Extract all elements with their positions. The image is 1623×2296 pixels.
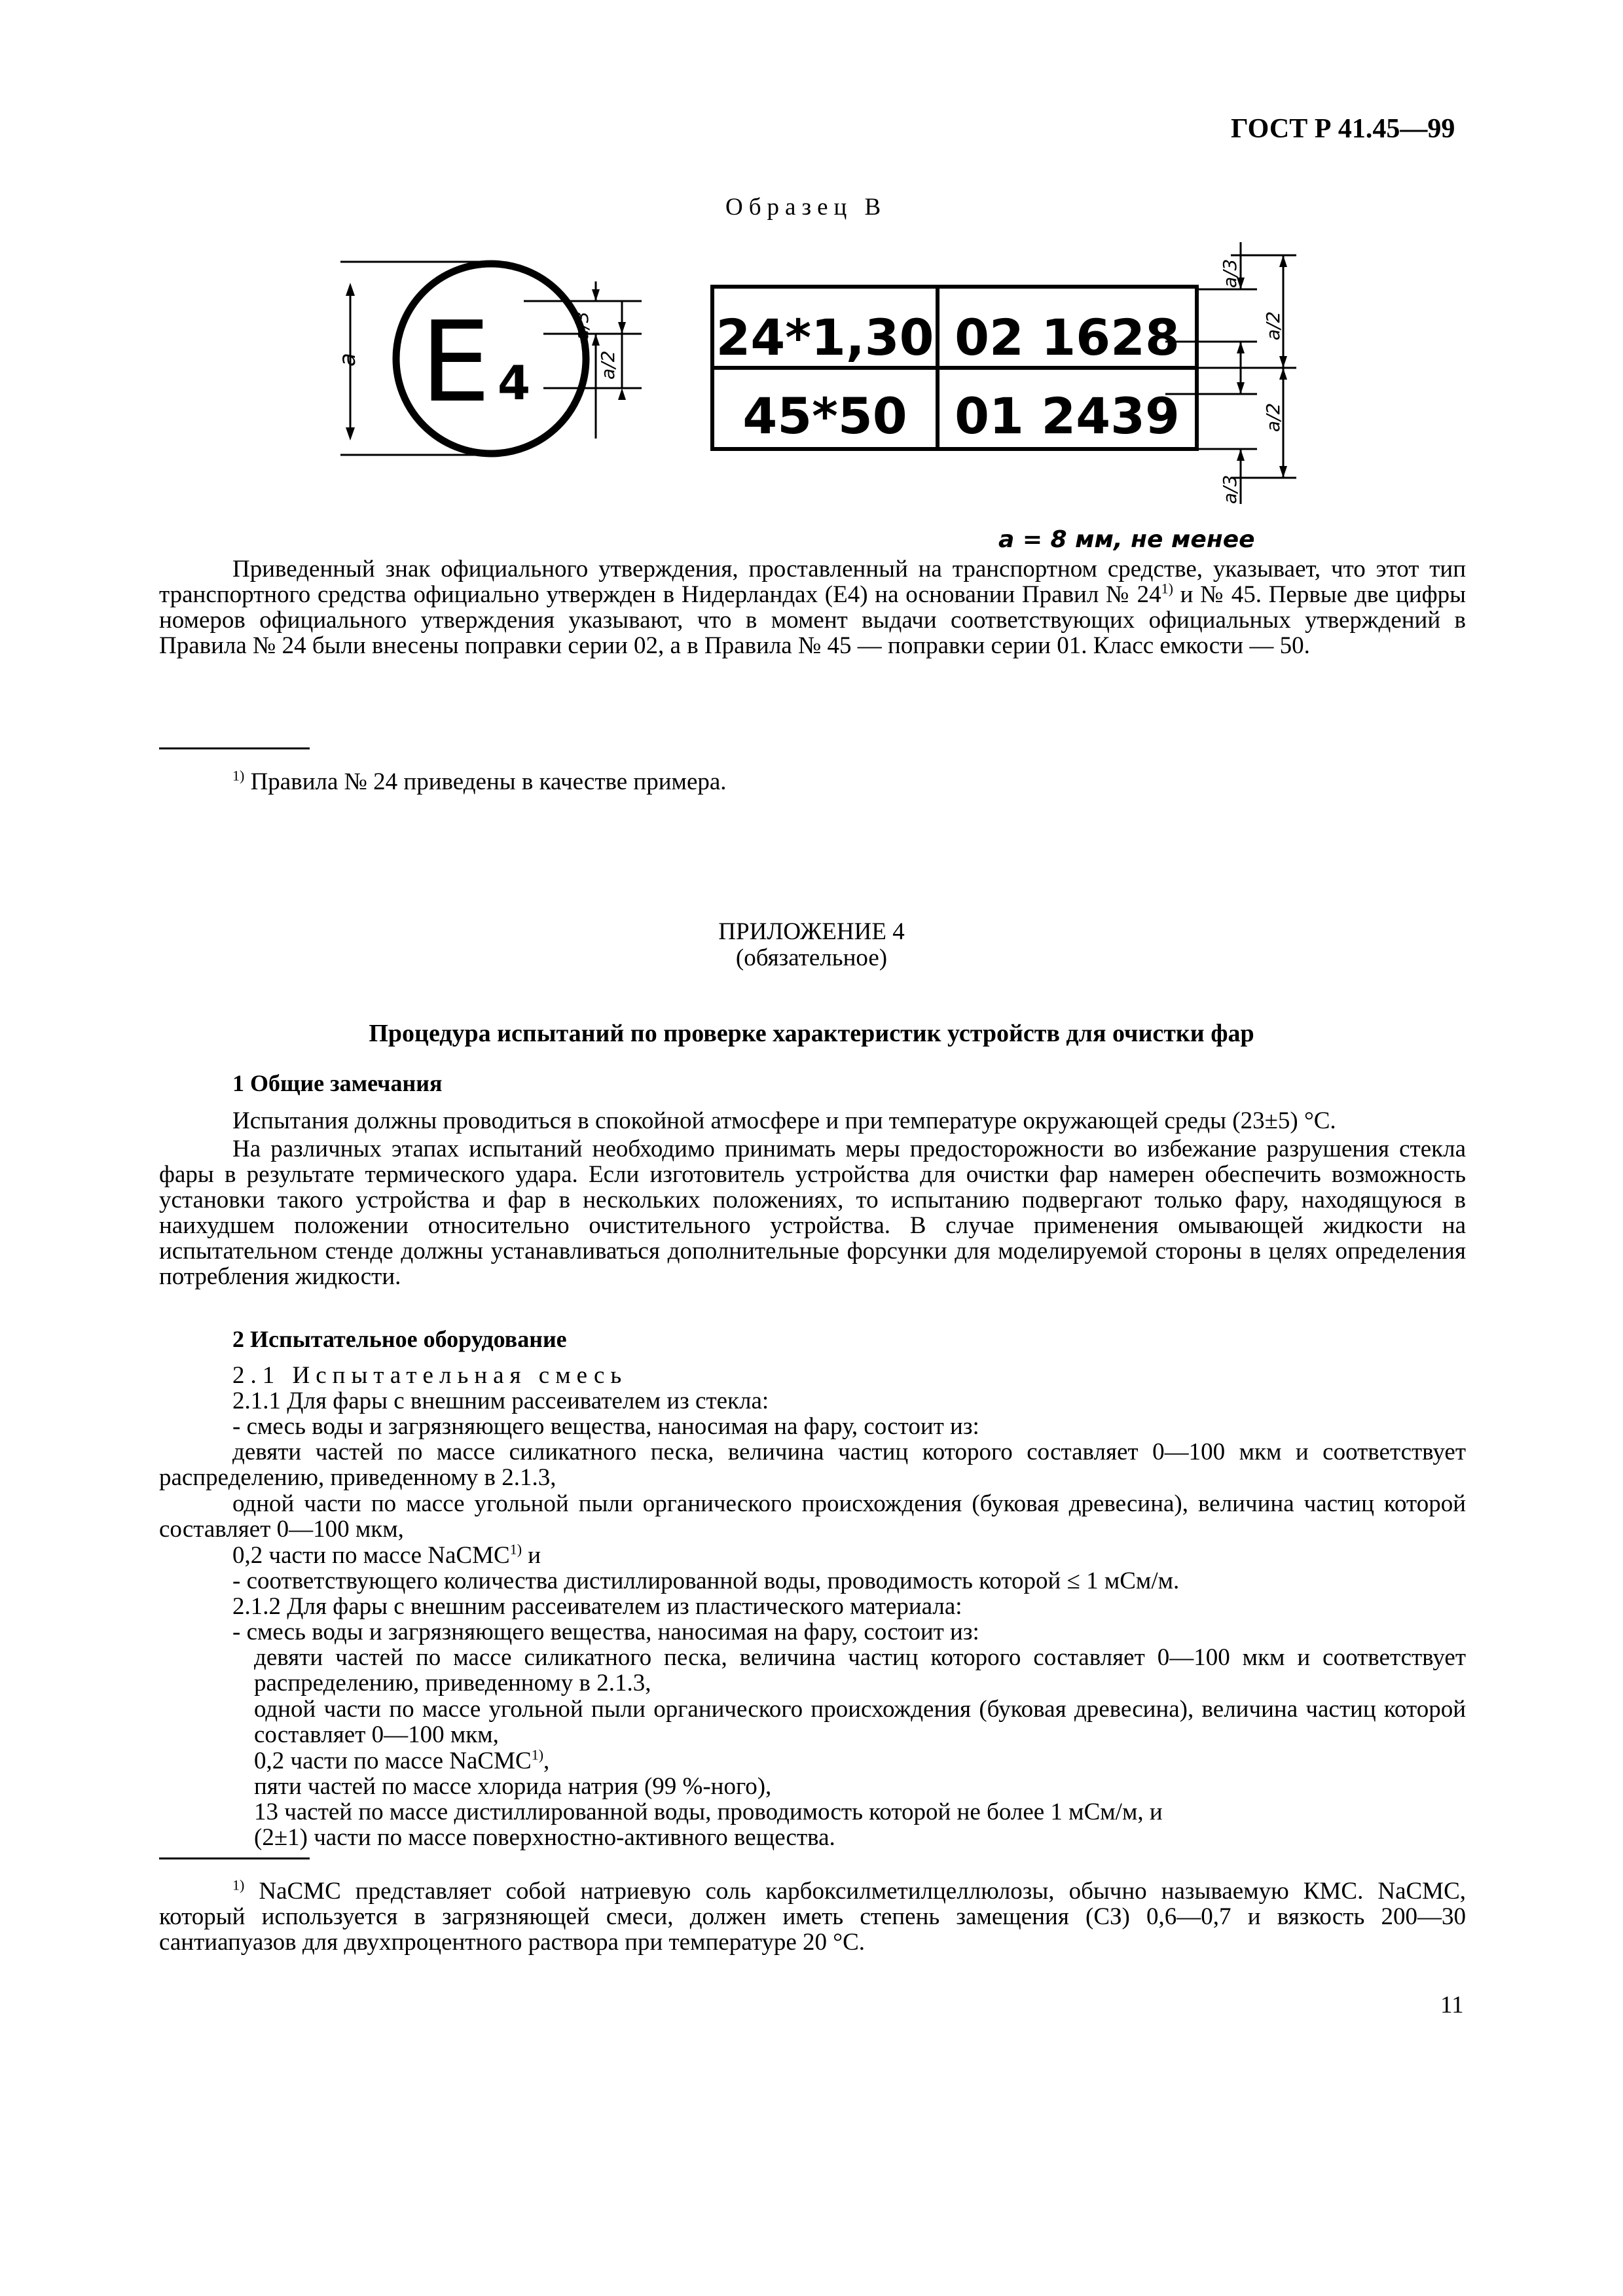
svg-text:a/3: a/3 (571, 311, 593, 340)
footnote-1: $^{1)}$ Правила № 24 приведены в качестве примера. (232, 767, 727, 795)
table-cell: 01 2439 (955, 387, 1180, 445)
approval-mark-diagram (327, 242, 1349, 517)
footnote-2: $^{1)}$ NaCMC представляет собой натриевую соль карбоксилметилцеллюлозы, обычно называемую КМС. NaCMC, который используется в загрязняющей смеси, должен иметь степень замещения (СЗ) 0,6—0,7 и вязкость 200—30 сантиапуазов для двухпроцентного раствора при температуре 20 °С. (159, 1876, 1466, 1956)
item-2-1-2-e: пяти частей по массе хлорида натрия (99 %-ного), (254, 1773, 772, 1800)
svg-text:a/3: a/3 (1219, 475, 1241, 504)
document-id: ГОСТ Р 41.45—99 (1231, 114, 1455, 144)
item-2-1-2-d: 0,2 части по массе NaCMC$^{1)}$, (254, 1746, 550, 1774)
item-2-1-1-a: - смесь воды и загрязняющего вещества, наносимая на фару, состоит из: (232, 1413, 979, 1440)
subsection-2-1: 2.1 Испытательная смесь (232, 1362, 628, 1389)
svg-text:a/2: a/2 (597, 350, 619, 380)
item-2-1-2-a: - смесь воды и загрязняющего вещества, наносимая на фару, состоит из: (232, 1619, 979, 1645)
item-2-1-2: 2.1.2 Для фары с внешним рассеивателем из пластического материала: (232, 1593, 962, 1620)
svg-text:a/3: a/3 (1219, 259, 1241, 288)
table-cell: 45*50 (742, 387, 907, 445)
approval-paragraph: Приведенный знак официального утверждения, проставленный на транспортном средстве, указывает, что этот тип транспортного средства официально утвержден в Нидерландах (Е4) на основании Правил № 24$^{1)}$ и № 45. Первые две цифры номеров официального утверждения указывают, что в момент выдачи соответствующих официальных утверждений в Правила № 24 были внесены поправки серии 02, а в Правила № 45 — поправки серии 01. Класс емкости — 50. (159, 556, 1466, 659)
item-2-1-1-c: одной части по массе угольной пыли органического происхождения (буковая древесина), величина частиц которой составляет 0—100 мкм, (159, 1490, 1466, 1543)
item-2-1-1-e: - соответствующего количества дистиллированной воды, проводимость которой ≤ 1 мСм/м. (232, 1568, 1180, 1594)
svg-text:a/2: a/2 (1262, 403, 1284, 432)
item-2-1-1-b: девяти частей по массе силикатного песка, величина частиц которого составляет 0—100 мкм и соответствует распределению, приведенному в 2.1.3, (159, 1439, 1466, 1491)
section-1-heading: 1 Общие замечания (232, 1070, 443, 1096)
annex-title: ПРИЛОЖЕНИЕ 4 (718, 918, 905, 945)
section-2-heading: 2 Испытательное оборудование (232, 1326, 567, 1352)
mark-number: 4 (498, 355, 531, 410)
item-2-1-2-g: (2±1) части по массе поверхностно-активного вещества. (254, 1824, 835, 1851)
item-2-1-1: 2.1.1 Для фары с внешним рассеивателем из стекла: (232, 1388, 769, 1414)
item-2-1-1-d: 0,2 части по массе NaCMC$^{1)}$ и (232, 1541, 541, 1569)
item-2-1-2-c: одной части по массе угольной пыли органического происхождения (буковая древесина), величина частиц которой составляет 0—100 мкм, (254, 1696, 1466, 1748)
dim-a-label: a (335, 353, 361, 367)
table-cell: 02 1628 (955, 308, 1180, 367)
annex-subtitle: (обязательное) (735, 944, 888, 971)
footnote-separator (159, 747, 310, 749)
section-1-paragraph-2: На различных этапах испытаний необходимо принимать меры предосторожности во избежание разрушения стекла фары в результате термического удара. Если изготовитель устройства для очистки фар намерен обеспечить возможность установки такого устройства и фар в нескольких положениях, то испытанию подвергают только фару, находящуюся в наихудшем положении относительно очистительного устройства. В случае применения омывающей жидкости на испытательном стенде должны устанавливаться дополнительные форсунки для моделируемой стороны в целях определения потребления жидкости. (159, 1136, 1466, 1290)
item-2-1-2-f: 13 частей по массе дистиллированной воды, проводимость которой не более 1 мСм/м, и (254, 1799, 1163, 1825)
mark-letter: E (420, 298, 491, 427)
section-1-paragraph-1: Испытания должны проводиться в спокойной атмосфере и при температуре окружающей среды (23±5) °С. (232, 1107, 1336, 1134)
annex-heading: Процедура испытаний по проверке характеристик устройств для очистки фар (369, 1020, 1254, 1047)
svg-text:a/2: a/2 (1262, 311, 1284, 340)
table-cell: 24*1,30 (716, 308, 934, 367)
dimension-note: а = 8 мм, не менее (998, 526, 1255, 553)
page-number: 11 (1440, 1992, 1464, 2018)
sample-caption: Образец В (725, 194, 887, 221)
footnote-separator-2 (159, 1857, 310, 1859)
item-2-1-2-b: девяти частей по массе силикатного песка, величина частиц которого составляет 0—100 мкм и соответствует распределению, приведенному в 2.1.3, (254, 1644, 1466, 1696)
